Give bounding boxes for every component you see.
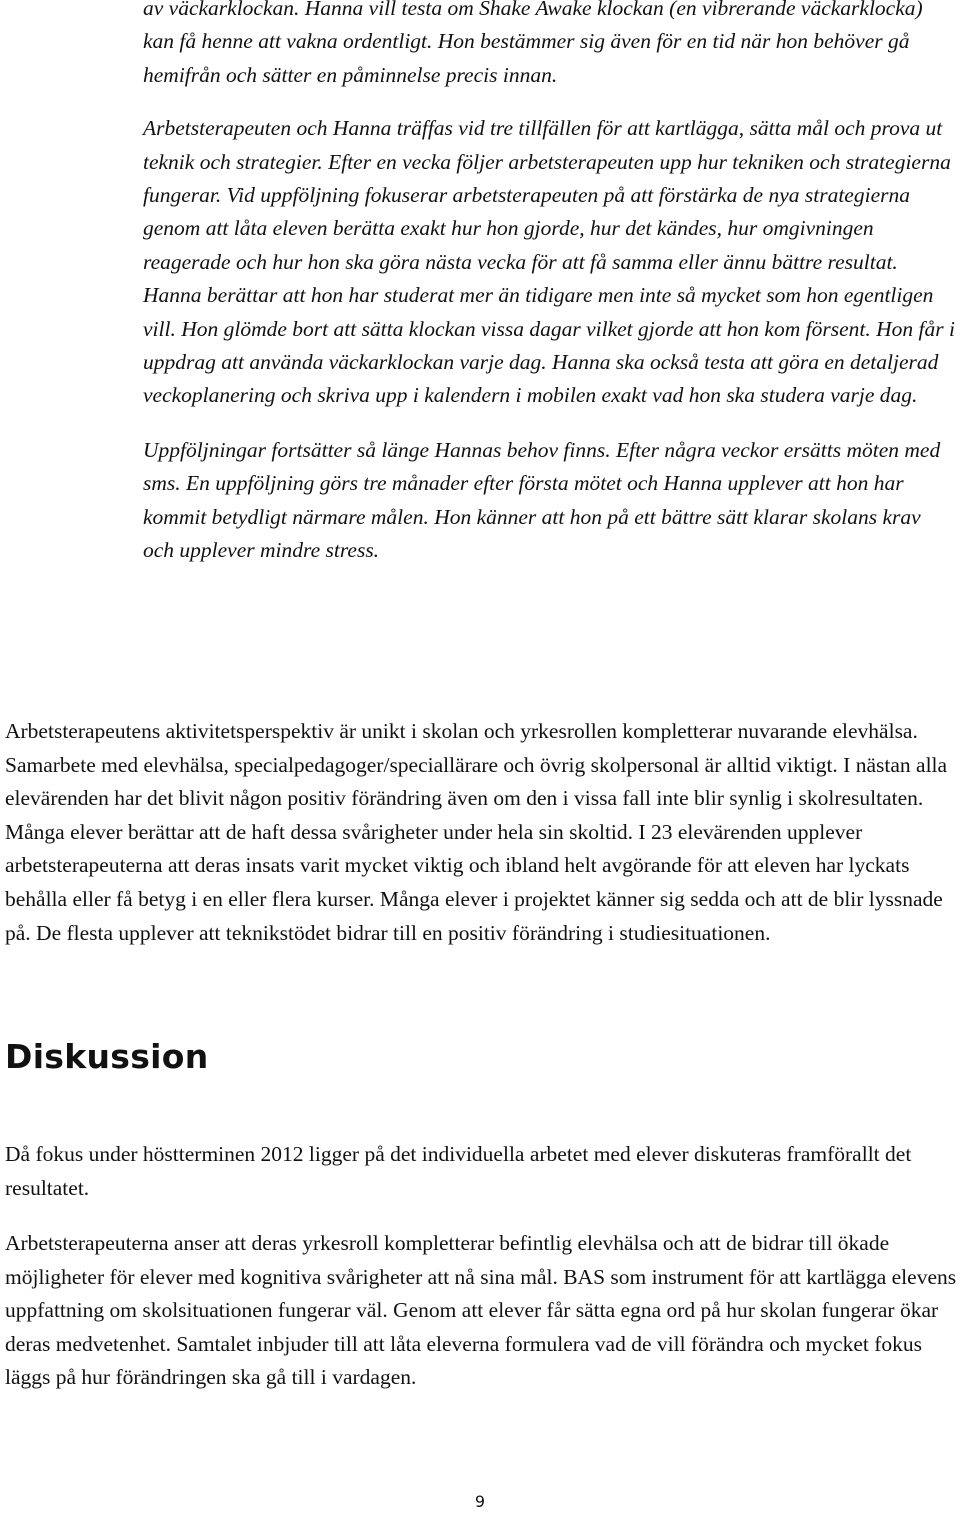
case-paragraph-1: av väckarklockan. Hanna vill testa om Shake Awake klockan (en vibrerande väckarklocka) kan få henne att vakna ordentligt. Hon bestämmer sig även för en tid när hon behöver gå hemifrån och sätter en påminnelse precis innan. bbox=[143, 0, 923, 87]
discussion-paragraph-2: Arbetsterapeuterna anser att deras yrkesroll kompletterar befintlig elevhälsa och att de bidrar till ökade möjligheter för elever med kognitiva svårigheter att nå sina mål. BAS som instrument för att kartlägga elevens uppfattning om skolsituationen fungerar väl. Genom att elever får sätta egna ord på hur skolan fungerar ökar deras medvetenhet. Samtalet inbjuder till att låta eleverna formulera vad de vill förändra och mycket fokus läggs på hur förändringen ska gå till i vardagen. bbox=[5, 1231, 957, 1390]
discussion-paragraph-2-block bbox=[5, 1227, 960, 1395]
results-section bbox=[5, 715, 960, 950]
page-number: 9 bbox=[474, 1492, 486, 1511]
case-paragraph-3: Uppföljningar fortsätter så länge Hannas behov finns. Efter några veckor ersätts möten med sms. En uppföljning görs tre månader efter första mötet och Hanna upplever att hon har kommit betydligt närmare målen. Hon känner att hon på ett bättre sätt klarar skolans krav och upplever mindre stress. bbox=[143, 437, 941, 563]
discussion-paragraph-1: Då fokus under höstterminen 2012 ligger på det individuella arbetet med elever diskuteras framförallt det resultatet. bbox=[5, 1142, 912, 1200]
case-paragraph-2: Arbetsterapeuten och Hanna träffas vid tre tillfällen för att kartlägga, sätta mål och prova ut teknik och strategier. Efter en vecka följer arbetsterapeuten upp hur tekniken och strategierna fungerar. Vid uppföljning fokuserar arbetsterapeuten på att förstärka de nya strategierna genom att låta eleven berätta exakt hur hon gjorde, hur det kändes, hur omgivningen reagerade och hur hon ska göra nästa vecka för att få samma eller ännu bättre resultat. Hanna berättar att hon har studerat mer än tidigare men inte så mycket som hon egentligen vill. Hon glömde bort att sätta klockan vissa dagar vilket gjorde att hon kom försent. Hon får i uppdrag att använda väckarklockan varje dag. Hanna ska också testa att göra en detaljerad veckoplanering och skriva upp i kalendern i mobilen exakt vad hon ska studera varje dag. bbox=[143, 116, 955, 408]
case-study-section bbox=[143, 0, 955, 568]
section-heading: Diskussion bbox=[5, 1037, 209, 1076]
discussion-paragraph-1-block bbox=[5, 1138, 960, 1205]
results-paragraph: Arbetsterapeutens aktivitetsperspektiv är unikt i skolan och yrkesrollen kompletterar nuvarande elevhälsa. Samarbete med elevhälsa, specialpedagoger/speciallärare och övrig skolpersonal är alltid viktigt. I nästan alla elevärenden har det blivit någon positiv förändring även om den i vissa fall inte blir synlig i skolresultaten. Många elever berättar att de haft dessa svårigheter under hela sin skoltid. I 23 elevärenden upplever arbetsterapeuterna att deras insats varit mycket viktig och ibland helt avgörande för att eleven har lyckats behålla eller få betyg i en eller flera kurser. Många elever i projektet känner sig sedda och att de blir lyssnade på. De flesta upplever att teknikstödet bidrar till en positiv förändring i studiesituationen. bbox=[5, 719, 948, 945]
